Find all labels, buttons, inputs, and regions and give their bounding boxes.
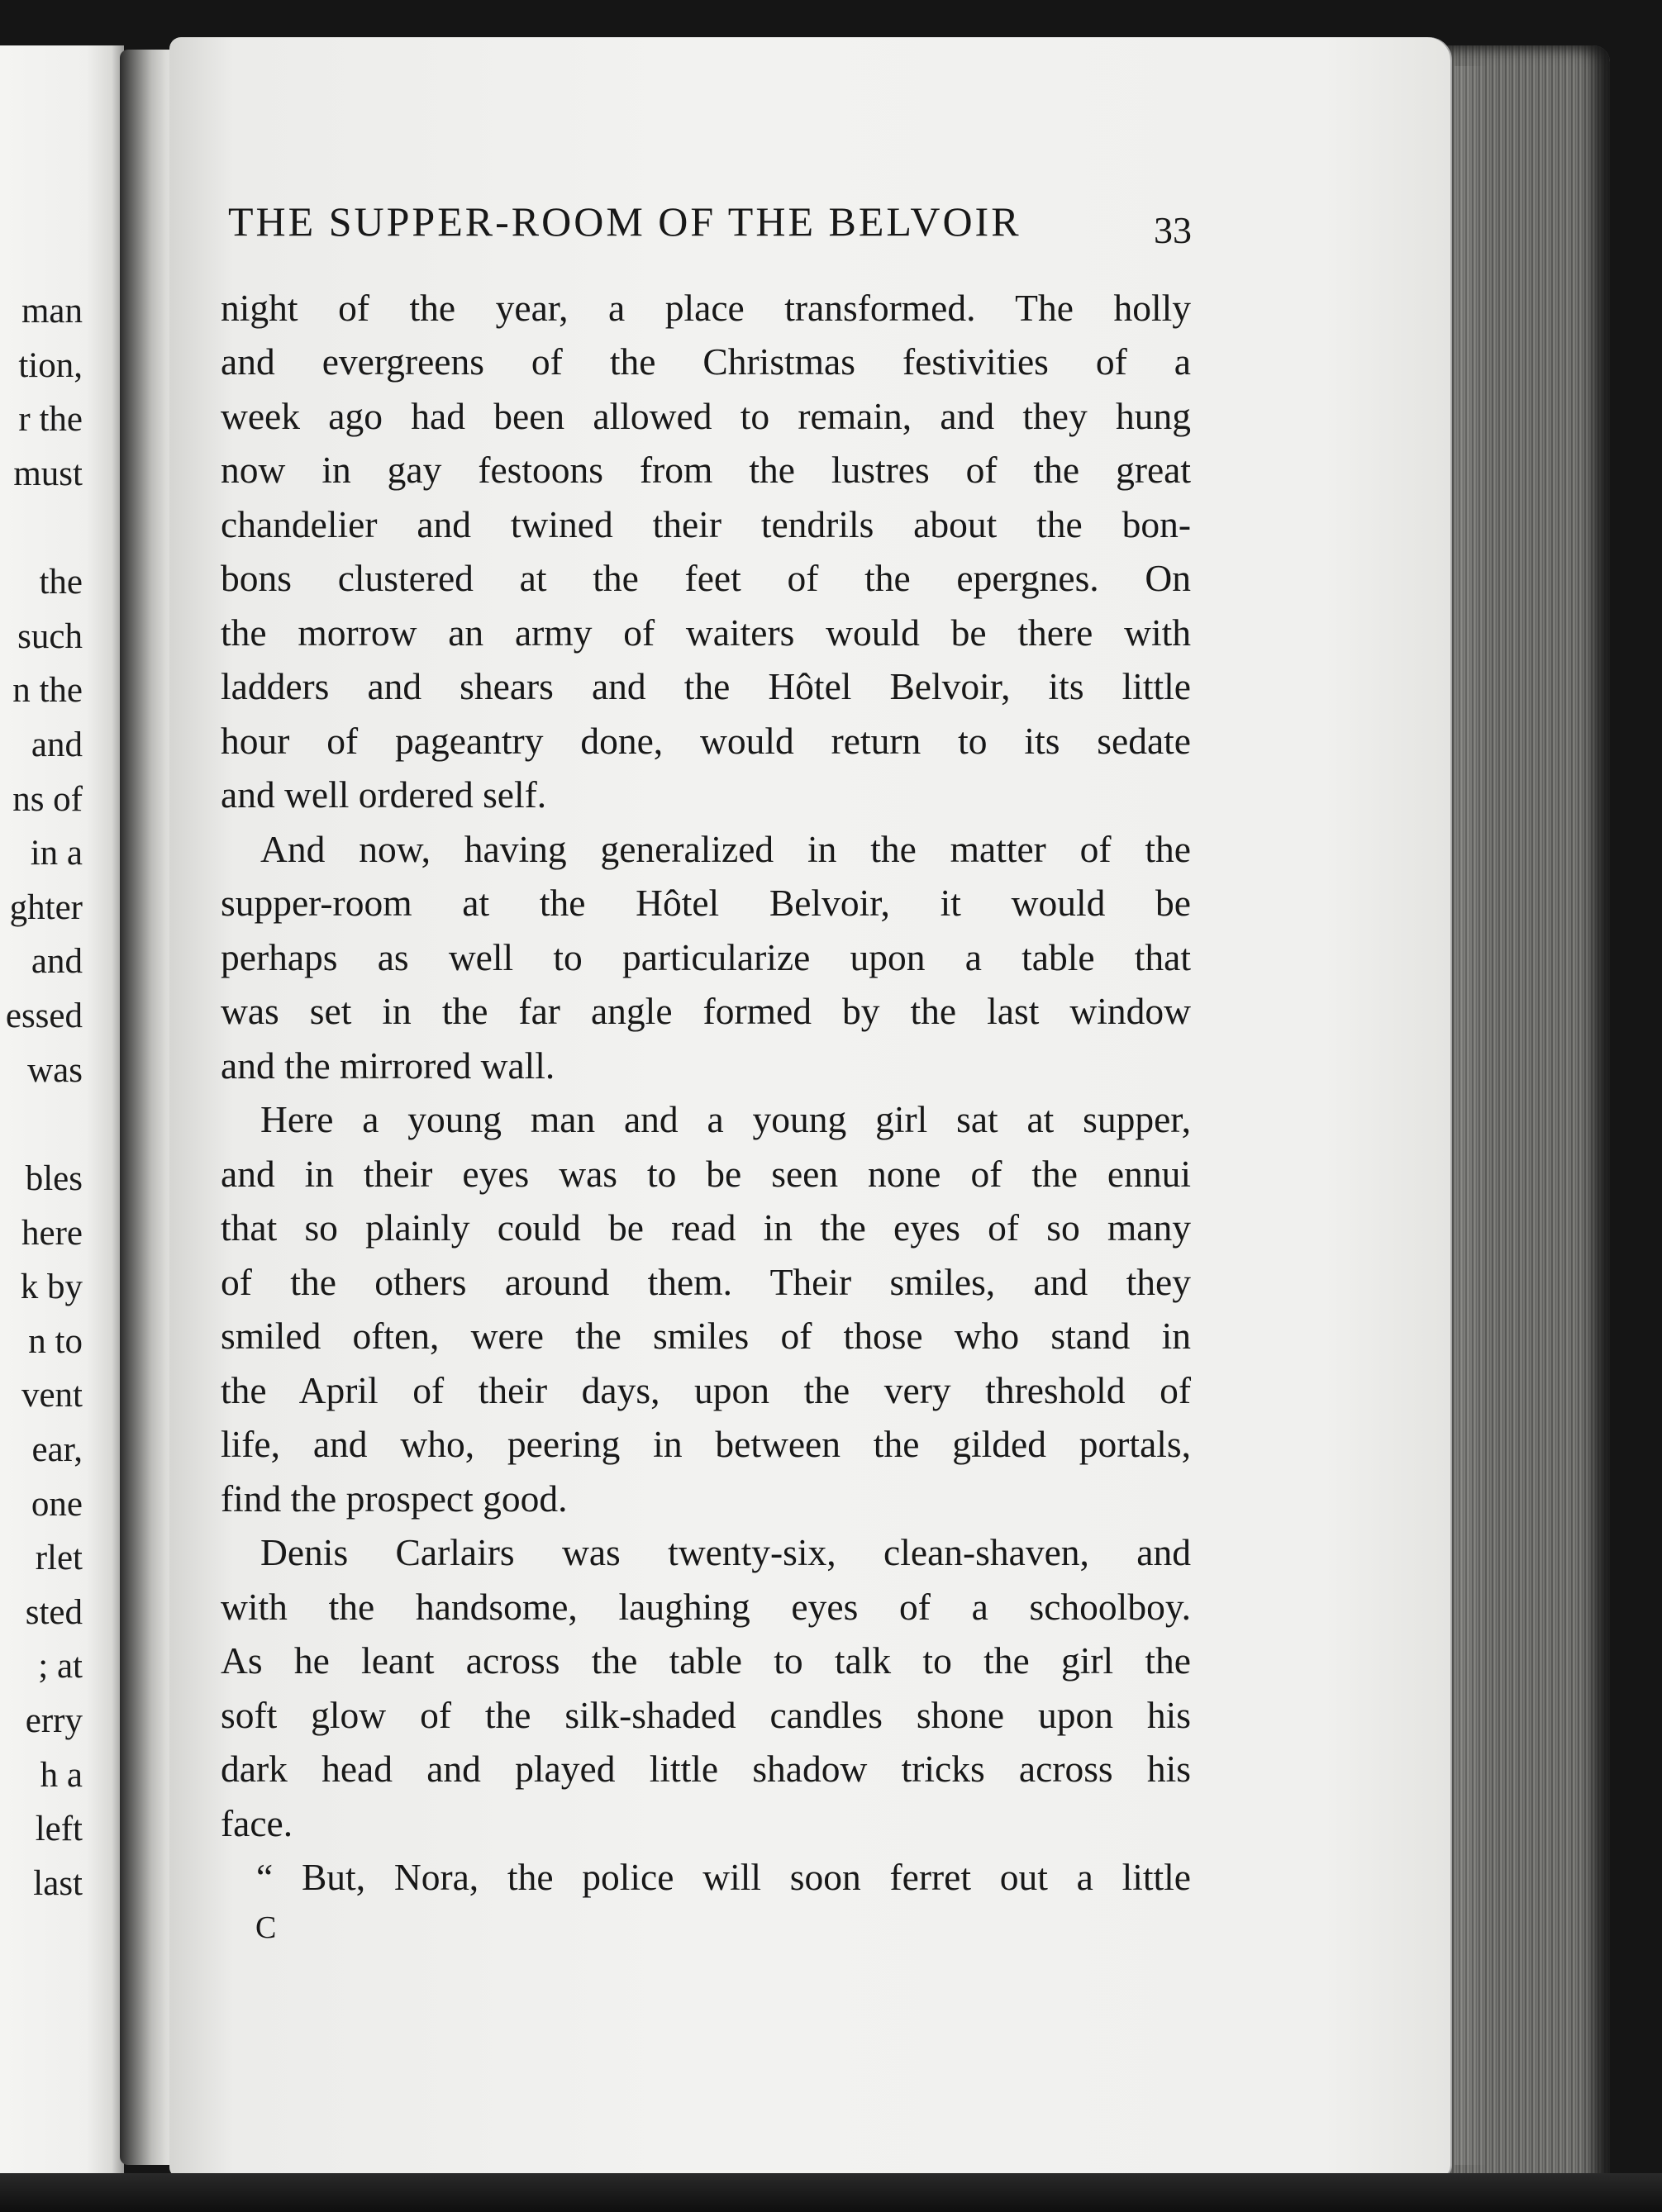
text-line: was set in the far angle formed by the last window: [221, 990, 1191, 1032]
text-line: of the others around them. Their smiles, and they: [221, 1261, 1191, 1303]
facing-line: erry: [25, 1701, 83, 1740]
facing-line: and: [31, 725, 83, 764]
facing-line: was: [27, 1051, 83, 1090]
text-line: dark head and played little shadow tricks across his: [221, 1748, 1191, 1790]
text-line: Here a young man and a young girl sat at supper,: [260, 1098, 1191, 1140]
text-line: the morrow an army of waiters would be there with: [221, 611, 1191, 654]
signature-mark: C: [255, 1910, 279, 1945]
facing-line: ns of: [12, 780, 83, 819]
text-line: now in gay festoons from the lustres of the great: [221, 449, 1191, 491]
text-line: face.: [221, 1802, 293, 1844]
text-line: bons clustered at the feet of the epergnes. On: [221, 557, 1191, 599]
facing-line: vent: [21, 1376, 83, 1415]
text-line: soft glow of the silk-shaded candles shone upon his: [221, 1694, 1191, 1736]
facing-line: one: [31, 1485, 83, 1524]
text-line: perhaps as well to particularize upon a table that: [221, 936, 1191, 978]
facing-line: essed: [5, 997, 83, 1035]
facing-line: rlet: [35, 1539, 83, 1577]
facing-line: ghter: [9, 888, 83, 927]
facing-line: tion,: [18, 346, 83, 385]
text-line: and in their eyes was to be seen none of the ennui: [221, 1153, 1191, 1195]
text-line: and the mirrored wall.: [221, 1044, 555, 1087]
facing-line: in a: [30, 834, 83, 873]
text-line: ladders and shears and the Hôtel Belvoir, its little: [221, 665, 1191, 707]
text-line: and well ordered self.: [221, 773, 547, 816]
facing-line: last: [33, 1864, 83, 1903]
text-line: supper-room at the Hôtel Belvoir, it would be: [221, 882, 1191, 924]
facing-line: here: [21, 1214, 83, 1253]
facing-line: h a: [40, 1756, 83, 1795]
facing-line: ear,: [31, 1430, 83, 1469]
text-line: hour of pageantry done, would return to its sedate: [221, 720, 1191, 762]
text-line: chandelier and twined their tendrils about the bon-: [221, 503, 1191, 545]
facing-line: r the: [18, 400, 83, 439]
text-line: week ago had been allowed to remain, and they hung: [221, 395, 1191, 437]
facing-line: left: [35, 1810, 83, 1848]
text-line: life, and who, peering in between the gilded portals,: [221, 1423, 1191, 1465]
text-line: with the handsome, laughing eyes of a schoolboy.: [221, 1586, 1191, 1628]
text-line: Denis Carlairs was twenty-six, clean-shaven, and: [260, 1531, 1191, 1573]
text-line: And now, having generalized in the matter of the: [260, 828, 1191, 870]
facing-line: such: [17, 617, 83, 656]
facing-line: and: [31, 942, 83, 981]
facing-line: sted: [25, 1593, 83, 1632]
bottom-shadow: [0, 2173, 1662, 2212]
facing-line: ; at: [38, 1647, 83, 1686]
facing-line: man: [21, 292, 83, 331]
text-line: and evergreens of the Christmas festivities of a: [221, 340, 1191, 383]
text-line: that so plainly could be read in the eyes of so many: [221, 1206, 1191, 1249]
page-number: 33: [1154, 209, 1192, 251]
facing-line: must: [13, 454, 83, 493]
text-line: “ But, Nora, the police will soon ferret out a little: [256, 1856, 1191, 1898]
running-head: THE SUPPER-ROOM OF THE BELVOIR: [228, 198, 1021, 245]
text-line: the April of their days, upon the very threshold of: [221, 1369, 1191, 1411]
facing-line: bles: [25, 1159, 83, 1198]
text-line: As he leant across the table to talk to the girl the: [221, 1639, 1191, 1682]
text-line: find the prospect good.: [221, 1477, 568, 1520]
text-line: night of the year, a place transformed. The holly: [221, 287, 1191, 329]
facing-line: n to: [28, 1322, 83, 1361]
facing-line: k by: [20, 1268, 83, 1306]
text-line: smiled often, were the smiles of those who stand in: [221, 1315, 1191, 1357]
facing-line: the: [39, 563, 83, 602]
facing-line: n the: [12, 671, 83, 710]
